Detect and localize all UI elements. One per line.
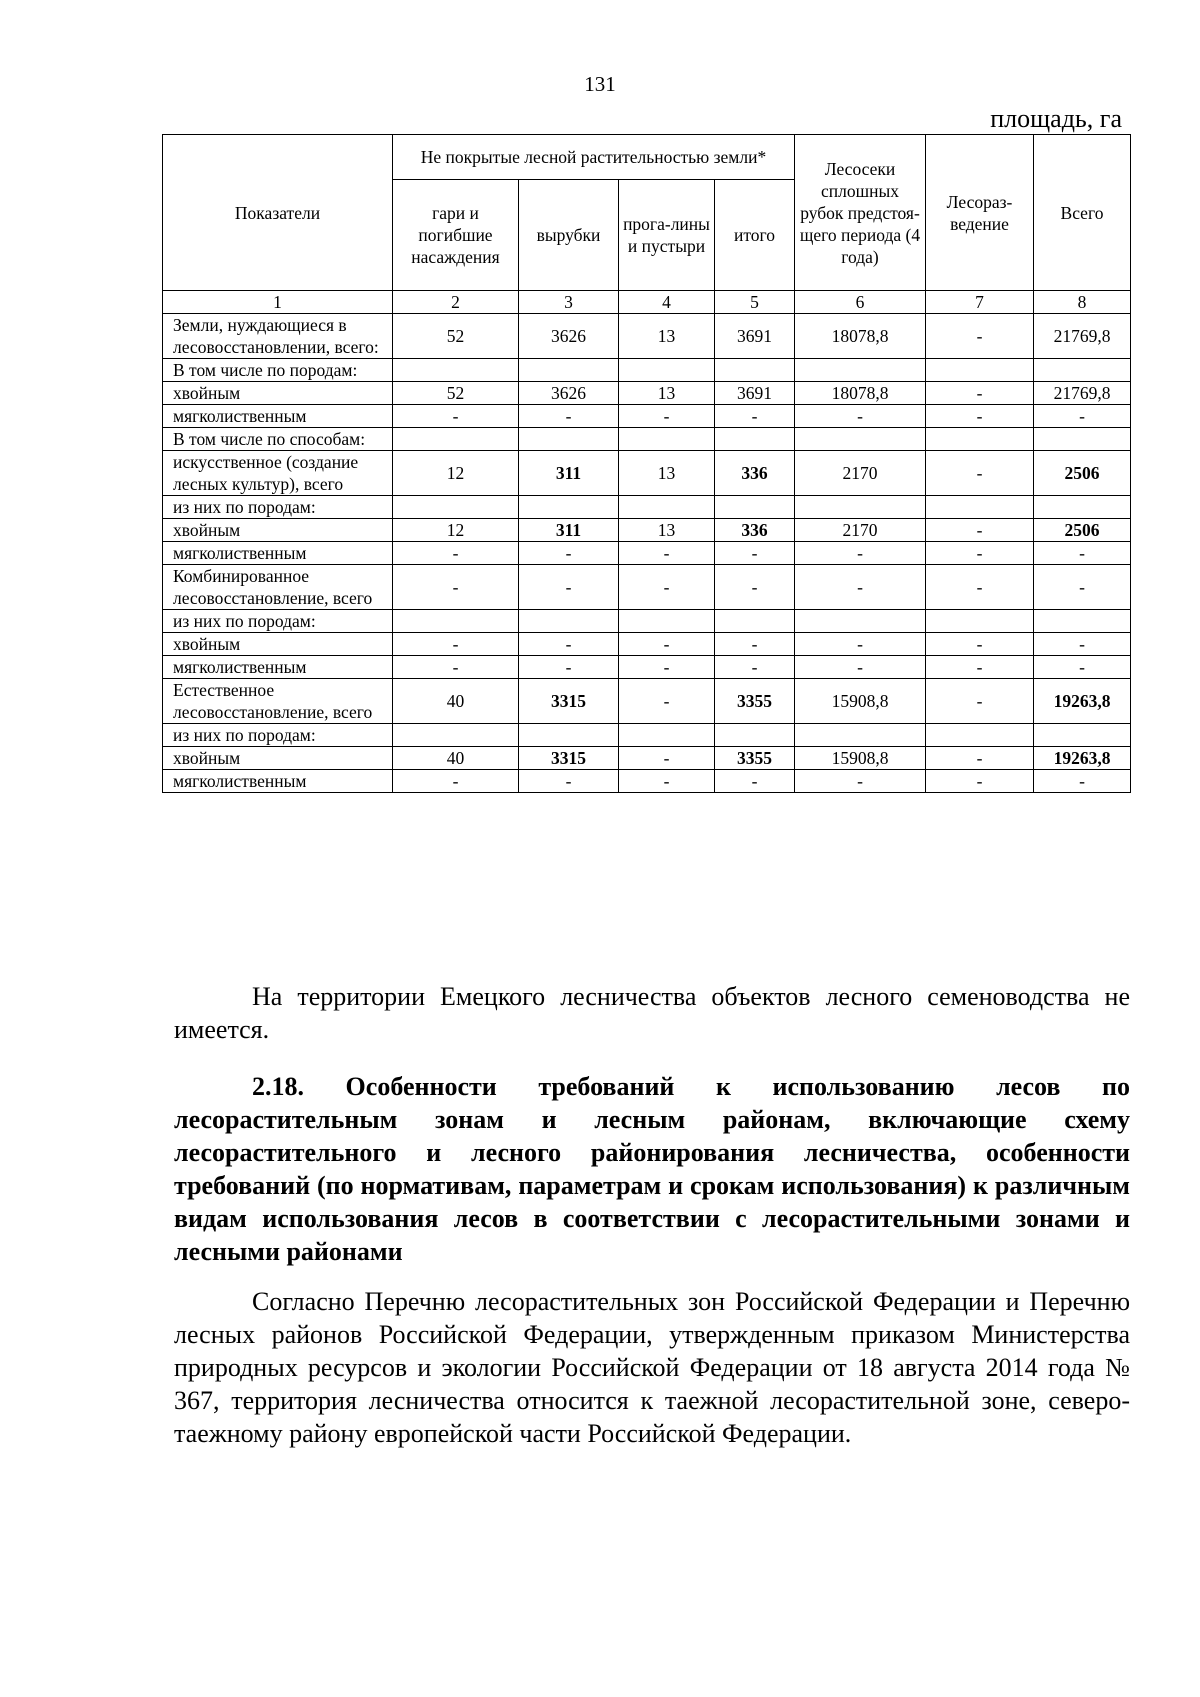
table-cell: -	[926, 565, 1034, 610]
column-number: 6	[795, 291, 926, 314]
table-row	[163, 679, 1131, 724]
table-cell: 3355	[715, 679, 795, 724]
table-cell: -	[926, 747, 1034, 770]
table-cell: 18078,8	[795, 382, 926, 405]
table-cell: -	[619, 542, 715, 565]
table-cell: -	[926, 656, 1034, 679]
row-label: мягколиственным	[163, 405, 393, 428]
column-number: 3	[519, 291, 619, 314]
table-cell: -	[926, 405, 1034, 428]
table-cell: -	[715, 565, 795, 610]
table-cell	[619, 359, 715, 382]
table-row	[163, 656, 1131, 679]
table-cell	[1034, 724, 1131, 747]
table-row	[163, 382, 1131, 405]
table-cell: -	[715, 542, 795, 565]
table-cell: 13	[619, 314, 715, 359]
table-cell	[715, 428, 795, 451]
table-cell: -	[795, 770, 926, 793]
table-cell: -	[519, 542, 619, 565]
table-cell: 3355	[715, 747, 795, 770]
table-cell: -	[926, 633, 1034, 656]
table-cell: -	[619, 770, 715, 793]
table-body	[163, 314, 1131, 793]
page-number: 131	[584, 72, 616, 96]
table-cell	[393, 428, 519, 451]
column-number-row	[163, 291, 1131, 314]
table-cell: 52	[393, 314, 519, 359]
row-label: искусственное (создание лесных культур), всего	[163, 451, 393, 496]
table-cell: 21769,8	[1034, 314, 1131, 359]
table-row	[163, 496, 1131, 519]
table-cell: -	[1034, 656, 1131, 679]
table-cell: 3315	[519, 679, 619, 724]
table-cell	[393, 496, 519, 519]
table-cell	[926, 496, 1034, 519]
header-group-uncovered-lands: Не покрытые лесной растительностью земли*	[393, 135, 795, 180]
table-cell: 311	[519, 451, 619, 496]
table-cell: -	[715, 405, 795, 428]
table-cell: 40	[393, 747, 519, 770]
row-label: Комбинированное лесовосстановление, всего	[163, 565, 393, 610]
table-row	[163, 610, 1131, 633]
table-row	[163, 359, 1131, 382]
header-burnt-areas: гари и погибшие насаждения	[393, 180, 519, 291]
header-subtotal: итого	[715, 180, 795, 291]
table-cell	[519, 359, 619, 382]
table-cell: -	[619, 633, 715, 656]
table-cell	[519, 496, 619, 519]
table-cell: -	[1034, 770, 1131, 793]
table-cell: -	[795, 656, 926, 679]
header-total: Всего	[1034, 135, 1131, 291]
table-cell	[795, 496, 926, 519]
table-cell: 40	[393, 679, 519, 724]
table-cell	[715, 724, 795, 747]
table-cell: -	[1034, 633, 1131, 656]
table-cell: 18078,8	[795, 314, 926, 359]
column-number: 8	[1034, 291, 1131, 314]
table-row	[163, 519, 1131, 542]
table-cell: 19263,8	[1034, 679, 1131, 724]
table-cell: 2170	[795, 519, 926, 542]
table-units-caption: площадь, га	[990, 104, 1122, 133]
table-cell	[795, 359, 926, 382]
table-cell: -	[926, 314, 1034, 359]
table-cell: -	[619, 565, 715, 610]
table-cell: 311	[519, 519, 619, 542]
column-number: 7	[926, 291, 1034, 314]
table-cell: -	[619, 656, 715, 679]
table-cell	[795, 610, 926, 633]
row-label: хвойным	[163, 382, 393, 405]
table-cell: -	[393, 565, 519, 610]
table-cell	[519, 610, 619, 633]
row-label: В том числе по породам:	[163, 359, 393, 382]
table-cell: -	[795, 542, 926, 565]
column-number: 5	[715, 291, 795, 314]
table-row	[163, 405, 1131, 428]
table-row	[163, 565, 1131, 610]
table-cell	[619, 428, 715, 451]
header-cutting-areas: Лесосеки сплошных рубок предстоя-щего периода (4 года)	[795, 135, 926, 291]
table-cell: -	[926, 770, 1034, 793]
seed-note-paragraph: На территории Емецкого лесничества объектов лесного семеноводства не имеется.	[174, 982, 1130, 1044]
table-row	[163, 770, 1131, 793]
table-row	[163, 428, 1131, 451]
table-cell: -	[715, 633, 795, 656]
table-cell: 12	[393, 451, 519, 496]
table-cell	[519, 428, 619, 451]
column-number: 2	[393, 291, 519, 314]
table-cell	[519, 724, 619, 747]
table-cell: 13	[619, 451, 715, 496]
table-cell: -	[715, 770, 795, 793]
table-cell: 21769,8	[1034, 382, 1131, 405]
table-cell: 3315	[519, 747, 619, 770]
table-cell: -	[619, 405, 715, 428]
table-cell	[1034, 428, 1131, 451]
row-label: В том числе по способам:	[163, 428, 393, 451]
row-label: мягколиственным	[163, 542, 393, 565]
table-cell: -	[926, 382, 1034, 405]
table-cell	[619, 724, 715, 747]
column-number: 4	[619, 291, 715, 314]
row-label: мягколиственным	[163, 770, 393, 793]
table-cell: 13	[619, 519, 715, 542]
table-cell	[1034, 359, 1131, 382]
table-cell: -	[393, 656, 519, 679]
table-cell	[926, 610, 1034, 633]
table-cell: 336	[715, 451, 795, 496]
table-cell: -	[1034, 405, 1131, 428]
row-label: из них по породам:	[163, 496, 393, 519]
table-cell: -	[393, 405, 519, 428]
section-heading: 2.18. Особенности требований к использованию лесов по лесорастительным зонам и лесным районам, включающие схему лесорастительного и лесного районирования лесничества, особенности требований (по нормативам, параметрам и срокам использования) к различным видам использования лесов в соответствии с лесорастительными зонами и лесными районами	[174, 1072, 1130, 1266]
table-cell: 3626	[519, 314, 619, 359]
header-reforestation: Лесораз-ведение	[926, 135, 1034, 291]
table-cell: -	[1034, 565, 1131, 610]
table-cell	[926, 359, 1034, 382]
table-cell: 2506	[1034, 451, 1131, 496]
row-label: Естественное лесовосстановление, всего	[163, 679, 393, 724]
table-cell: 19263,8	[1034, 747, 1131, 770]
table-cell: -	[926, 679, 1034, 724]
column-number: 1	[163, 291, 393, 314]
table-cell	[619, 610, 715, 633]
table-cell	[795, 428, 926, 451]
table-cell: 2170	[795, 451, 926, 496]
table-cell: -	[1034, 542, 1131, 565]
table-cell: 2506	[1034, 519, 1131, 542]
table-cell: -	[519, 656, 619, 679]
table-cell	[926, 428, 1034, 451]
header-felling-sites: вырубки	[519, 180, 619, 291]
row-label: хвойным	[163, 633, 393, 656]
row-label: мягколиственным	[163, 656, 393, 679]
row-label: Земли, нуждающиеся в лесовосстановлении, всего:	[163, 314, 393, 359]
table-row	[163, 633, 1131, 656]
table-cell: 13	[619, 382, 715, 405]
table-cell: -	[519, 770, 619, 793]
table-cell	[1034, 496, 1131, 519]
table-cell	[926, 724, 1034, 747]
table-cell	[795, 724, 926, 747]
table-cell	[393, 724, 519, 747]
table-cell	[393, 610, 519, 633]
table-row	[163, 451, 1131, 496]
table-cell: 12	[393, 519, 519, 542]
table-cell: -	[926, 519, 1034, 542]
table-cell: -	[795, 405, 926, 428]
table-row	[163, 314, 1131, 359]
row-label: из них по породам:	[163, 610, 393, 633]
table-row	[163, 747, 1131, 770]
table-cell: -	[393, 770, 519, 793]
table-cell: -	[926, 451, 1034, 496]
table-cell: -	[519, 633, 619, 656]
table-cell	[393, 359, 519, 382]
table-cell: -	[393, 542, 519, 565]
table-cell: 15908,8	[795, 679, 926, 724]
table-cell: -	[715, 656, 795, 679]
table-row	[163, 724, 1131, 747]
table-cell: 336	[715, 519, 795, 542]
table-cell: 3691	[715, 382, 795, 405]
table-cell	[715, 359, 795, 382]
table-cell: -	[393, 633, 519, 656]
row-label: хвойным	[163, 519, 393, 542]
table-cell: 52	[393, 382, 519, 405]
table-cell	[715, 610, 795, 633]
row-label: из них по породам:	[163, 724, 393, 747]
table-cell	[619, 496, 715, 519]
table-cell: 3626	[519, 382, 619, 405]
row-label: хвойным	[163, 747, 393, 770]
table-cell: 15908,8	[795, 747, 926, 770]
table-cell: 3691	[715, 314, 795, 359]
table-cell: -	[795, 565, 926, 610]
table-cell: -	[926, 542, 1034, 565]
table-cell: -	[519, 405, 619, 428]
header-indicator: Показатели	[163, 135, 393, 291]
table-cell	[1034, 610, 1131, 633]
table-cell: -	[619, 747, 715, 770]
table-cell: -	[795, 633, 926, 656]
table-row	[163, 542, 1131, 565]
table-cell: -	[519, 565, 619, 610]
reforestation-table	[162, 134, 1131, 793]
table-cell	[715, 496, 795, 519]
header-glades: прога-лины и пустыри	[619, 180, 715, 291]
body-paragraph: Согласно Перечню лесорастительных зон Российской Федерации и Перечню лесных районов Российской Федерации, утвержденным приказом Министерства природных ресурсов и экологии Российской Федерации от 18 августа 2014 года № 367, территория лесничества относится к таежной лесорастительной зоне, северо-таежному району европейской части Российской Федерации.	[174, 1287, 1130, 1448]
table-cell: -	[619, 679, 715, 724]
